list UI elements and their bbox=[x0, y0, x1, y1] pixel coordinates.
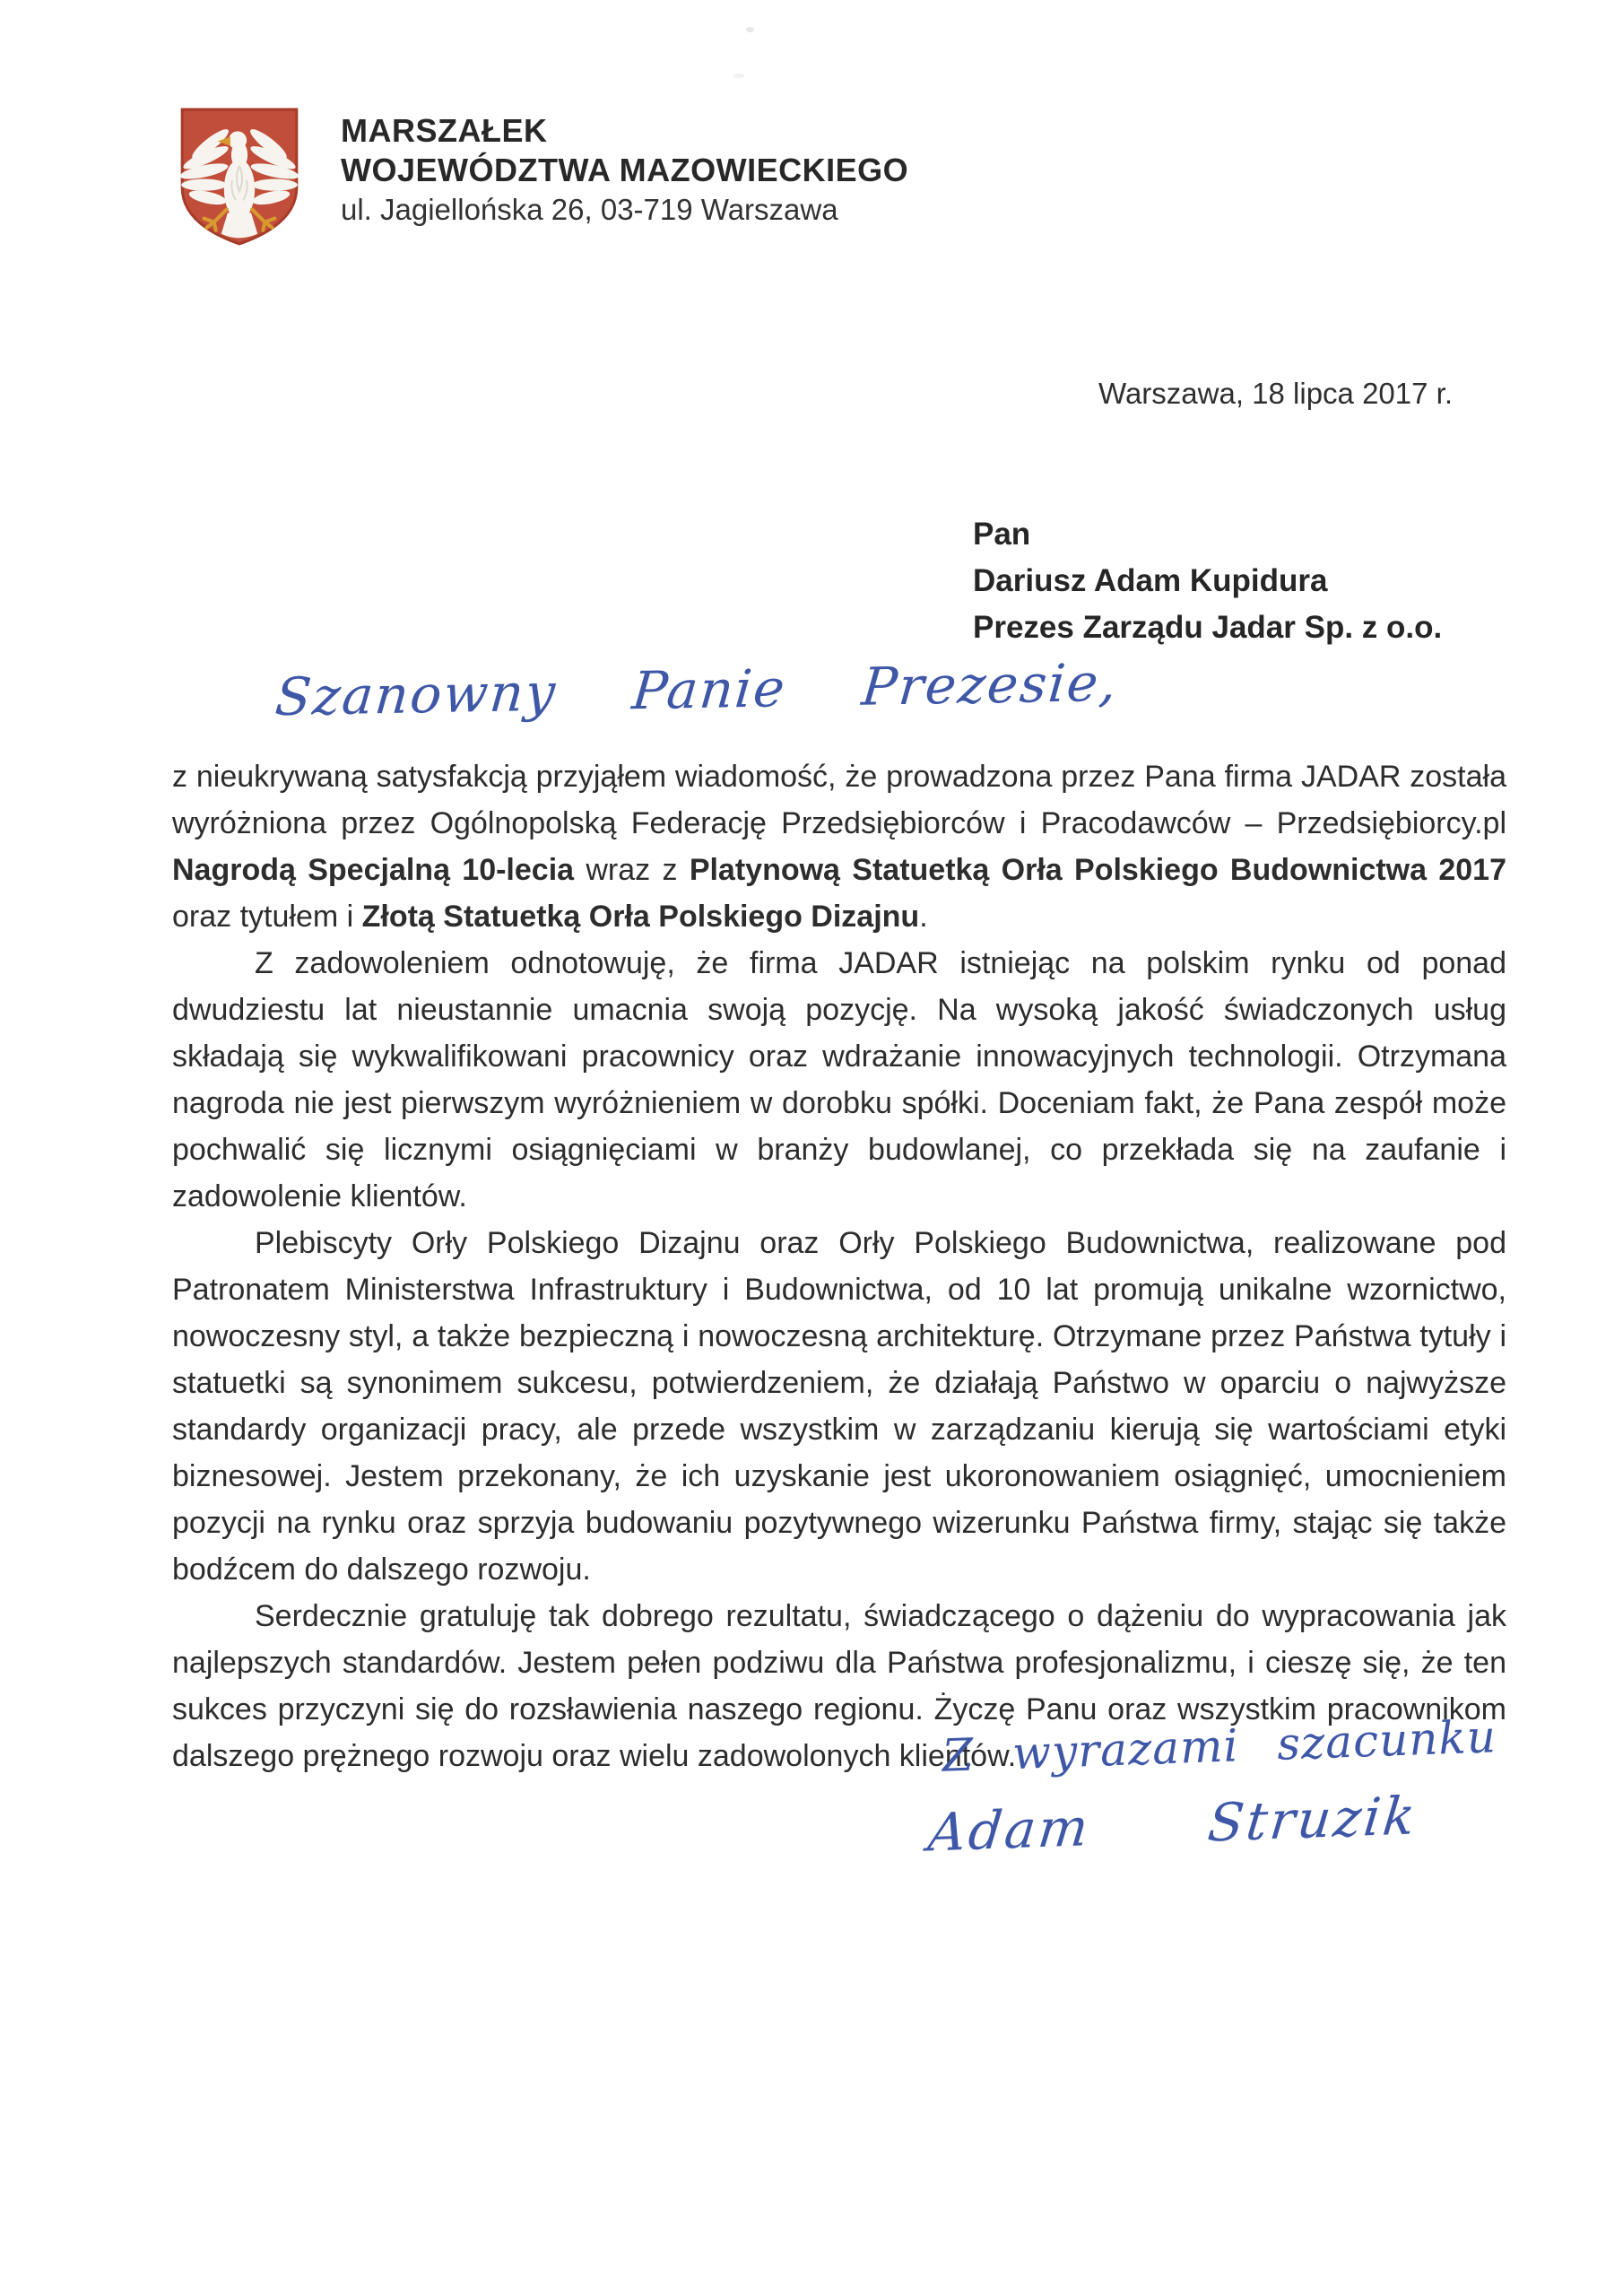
award-name-platinum-statuette: Platynową Statuetką Orła Polskiego Budownictwa 2017 bbox=[689, 853, 1506, 887]
paragraph-1-run: . bbox=[919, 900, 928, 934]
date-line: Warszawa, 18 lipca 2017 r. bbox=[1098, 377, 1453, 410]
coat-of-arms bbox=[178, 106, 301, 248]
recipient-block bbox=[973, 511, 1442, 651]
scan-artifact bbox=[733, 74, 744, 78]
paragraph-1 bbox=[172, 753, 1506, 940]
paragraph-1-run: z nieukrywaną satysfakcją przyjąłem wiadomość, że prowadzona przez Pana firma JADAR została wyróżniona przez Ogólnopolską Federację Przedsiębiorców i Pracodawców – Przedsiębiorcy.pl bbox=[172, 760, 1506, 840]
closing-block bbox=[925, 1710, 1500, 1864]
handwritten-closing: Z wyrazami szacunku bbox=[941, 1710, 1497, 1782]
recipient-name: Dariusz Adam Kupidura bbox=[973, 563, 1328, 598]
letterhead bbox=[178, 106, 908, 248]
recipient-honorific: Pan bbox=[973, 517, 1031, 552]
recipient-position: Prezes Zarządu Jadar Sp. z o.o. bbox=[973, 610, 1443, 645]
mazovia-eagle-icon bbox=[178, 106, 301, 248]
sender-title: MARSZAŁEK bbox=[341, 112, 548, 149]
letter-body bbox=[172, 753, 1506, 1779]
paragraph-4: Serdecznie gratuluję tak dobrego rezultatu, świadczącego o dążeniu do wypracowania jak najlepszych standardów. Jestem pełen podziwu dla Państwa profesjonalizmu, i cieszę się, że ten sukces przyczyni się do rozsławienia naszego regionu. Życzę Panu oraz wszystkim pracownikom dalszego prężnego rozwoju oraz wielu zadowolonych klientów. bbox=[172, 1599, 1506, 1773]
handwritten-signature: Adam Struzik bbox=[925, 1785, 1421, 1864]
award-name-special-prize: Nagrodą Specjalną 10-lecia bbox=[172, 853, 575, 887]
award-name-gold-statuette: Złotą Statuetką Orła Polskiego Dizajnu bbox=[361, 900, 920, 934]
paragraph-1-run: wraz z bbox=[574, 853, 690, 887]
sender-organization: WOJEWÓDZTWA MAZOWIECKIEGO bbox=[341, 152, 909, 188]
paragraph-2: Z zadowoleniem odnotowuję, że firma JADAR istniejąc na polskim rynku od ponad dwudziestu lat nieustannie umacnia swoją pozycję. Na wysoką jakość świadczonych usług składają się wykwalifikowani pracownicy oraz wdrażanie innowacyjnych technologii. Otrzymana nagroda nie jest pierwszym wyróżnieniem w dorobku spółki. Doceniam fakt, że Pana zespół może pochwalić się licznymi osiągnięciami w branży budowlanej, co przekłada się na zaufanie i zadowolenie klientów. bbox=[172, 946, 1506, 1213]
scan-artifact bbox=[746, 27, 754, 32]
sender-block bbox=[341, 106, 908, 230]
paragraph-3: Plebiscyty Orły Polskiego Dizajnu oraz Orły Polskiego Budownictwa, realizowane pod Patronatem Ministerstwa Infrastruktury i Budownictwa, od 10 lat promują unikalne wzornictwo, nowoczesny styl, a także bezpieczną i nowoczesną architekturę. Otrzymane przez Państwa tytuły i statuetki są synonimem sukcesu, potwierdzeniem, że działają Państwo w oparciu o najwyższe standardy organizacji pracy, ale przede wszystkim w zarządzaniu kierują się wartościami etyki biznesowej. Jestem przekonany, że ich uzyskanie jest ukoronowaniem osiągnięć, umocnieniem pozycji na rynku oraz sprzyja budowaniu pozytywnego wizerunku Państwa firmy, stając się także bodźcem do dalszego rozwoju. bbox=[172, 1226, 1506, 1587]
paragraph-1-run: oraz tytułem i bbox=[172, 900, 362, 934]
sender-address: ul. Jagiellońska 26, 03-719 Warszawa bbox=[341, 193, 838, 226]
handwritten-salutation: Szanowny Panie Prezesie, bbox=[273, 651, 1121, 728]
